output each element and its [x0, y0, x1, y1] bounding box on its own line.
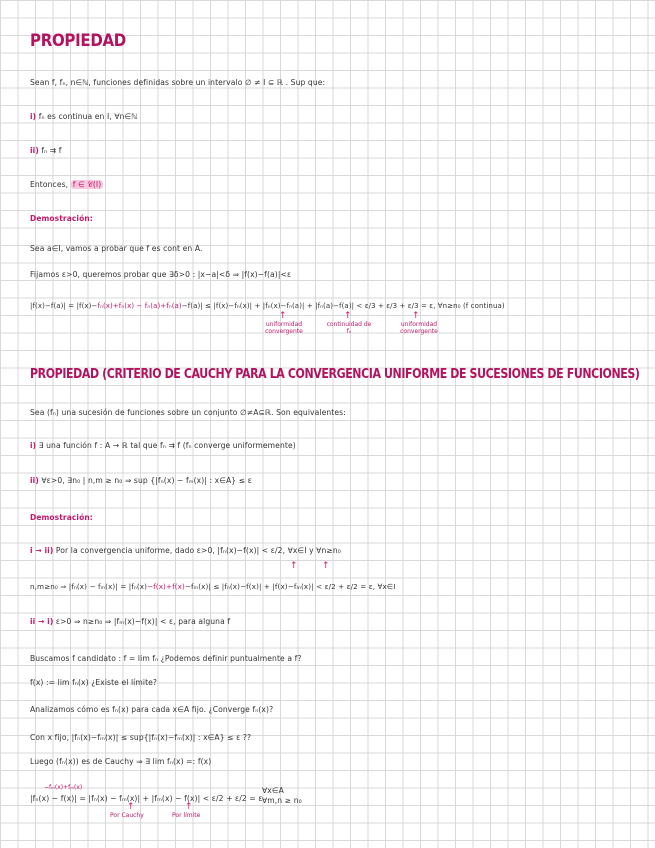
item-i-text: fₙ es continua en I, ∀n∈ℕ [38, 112, 138, 121]
arrow-up-icon: ↑ [185, 802, 193, 812]
note-continuity: continuidad de fₙ [326, 321, 372, 335]
demo-line3-part-c: −f(a)| ≤ |f(x)−fₙ(x)| + |fₙ(x)−fₙ(a)| + |fₙ(a)−f(a)| < ε/3 + ε/3 + ε/3 = ε, ∀n≥n₀ (f continua) [181, 302, 505, 310]
demo-line3-part-a: |f(x)−f(a)| = |f(x)− [30, 302, 98, 310]
section1-demo-label: Demostración: [30, 214, 93, 223]
arrow-up-icon: ↑ [127, 802, 135, 812]
demo-line3-part-b: fₙ(x)+fₙ(x) − fₙ(a)+fₙ(a) [97, 302, 182, 310]
note-by-limit: Por límite [172, 812, 201, 819]
line-b-part-b: −f(x)+f(x) [147, 582, 185, 591]
section2-item-ii [30, 476, 252, 485]
section2-line-i: |fₙ(x) − f(x)| = |fₙ(x) − fₘ(x)| + |fₘ(x) − f(x)| < ε/2 + ε/2 = ε [30, 794, 263, 803]
section1-item-i [30, 112, 137, 121]
implication-tag-a: i → ii) [30, 546, 54, 555]
section1-item-ii [30, 146, 62, 155]
arrow-up-icon: ↑ [412, 311, 420, 321]
section2-title: PROPIEDAD (CRITERIO DE CAUCHY PARA LA CONVERGENCIA UNIFORME DE SUCESIONES DE FUNCIONES) [30, 366, 640, 382]
section1-demo-line3 [30, 302, 505, 310]
section2-demo-label: Demostración: [30, 513, 93, 522]
item-ii-text: fₙ ⇉ f [41, 146, 62, 155]
condition-all-x: ∀x∈A [262, 786, 284, 795]
section2-line-e: f(x) := lim fₙ(x) ¿Existe el límite? [30, 678, 158, 687]
arrow-up-icon: ↑ [279, 311, 287, 321]
item-i-tag: i) [30, 441, 37, 450]
item-ii-tag: ii) [30, 146, 39, 155]
line-b-part-c: −fₘ(x)| ≤ |fₙ(x)−f(x)| + |f(x)−fₘ(x)| < ε/2 + ε/2 = ε, ∀x∈I [184, 582, 396, 591]
section2-line-a [30, 546, 341, 555]
condition-all-mn: ∀m,n ≥ n₀ [262, 796, 302, 805]
section2-line-g: Con x fijo, |fₙ(x)−fₘ(x)| ≤ sup{|fₙ(x)−fₘ(x)| : x∈A} ≤ ε ?? [30, 733, 252, 742]
note-uniform-convergence-2: uniformidad convergente [400, 321, 438, 335]
section2-line-b [30, 582, 395, 591]
implication-tag-c: ii → i) [30, 617, 54, 626]
line-a-text: Por la convergencia uniforme, dado ε>0, |fₙ(x)−f(x)| < ε/2, ∀x∈I y ∀n≥n₀ [55, 546, 341, 555]
section1-demo-line2: Fijamos ε>0, queremos probar que ∃δ>0 : |x−a|<δ ⇒ |f(x)−f(a)|<ε [30, 270, 292, 279]
section2-line-f: Analizamos cómo es fₙ(x) para cada x∈A fijo. ¿Converge fₙ(x)? [30, 705, 274, 714]
section2-line-h: Luego (fₙ(x)) es de Cauchy ⇒ ∃ lim fₙ(x) =: f(x) [30, 757, 212, 766]
conclusion-prefix: Entonces, [30, 180, 69, 189]
section2-intro: Sea (fₙ) una sucesión de funciones sobre un conjunto ∅≠A⊆ℝ. Son equivalentes: [30, 408, 346, 417]
conclusion-highlight: f ∈ 𝒞(I) [72, 180, 102, 189]
line-c-text: ε>0 ⇒ n≥n₀ ⇒ |fₘ(x)−f(x)| < ε, para alguna f [55, 617, 231, 626]
section2-item-i [30, 441, 296, 450]
section1-demo-line1: Sea a∈I, vamos a probar que f es cont en A. [30, 244, 203, 253]
arrow-up-icon: ↑ [344, 311, 352, 321]
section1-title: PROPIEDAD [30, 30, 126, 51]
item-ii-text: ∀ε>0, ∃n₀ | n,m ≥ n₀ ⇒ sup {|fₙ(x) − fₘ(x)| : x∈A} ≤ ε [41, 476, 252, 485]
section1-intro: Sean f, fₙ, n∈ℕ, funciones definidas sobre un intervalo ∅ ≠ I ⊆ ℝ . Sup que: [30, 78, 326, 87]
note-by-cauchy: Por Cauchy [110, 812, 144, 819]
item-i-text: ∃ una función f : A → ℝ tal que fₙ ⇉ f (fₙ converge uniformemente) [38, 441, 296, 450]
section1-conclusion [30, 180, 103, 190]
line-b-part-a: n,m≥n₀ ⇒ |fₙ(x) − fₘ(x)| = |fₙ(x) [30, 582, 148, 591]
overbrace-note: −fₘ(x)+fₘ(x) [44, 784, 83, 791]
item-ii-tag: ii) [30, 476, 39, 485]
arrow-up-icon: ↑ [290, 561, 298, 571]
arrow-up-icon: ↑ [322, 561, 330, 571]
note-uniform-convergence-1: uniformidad convergente [265, 321, 303, 335]
section2-line-c [30, 617, 230, 626]
item-i-tag: i) [30, 112, 37, 121]
section2-line-d: Buscamos f candidato : f = lim fₙ ¿Podemos definir puntualmente a f? [30, 654, 302, 663]
